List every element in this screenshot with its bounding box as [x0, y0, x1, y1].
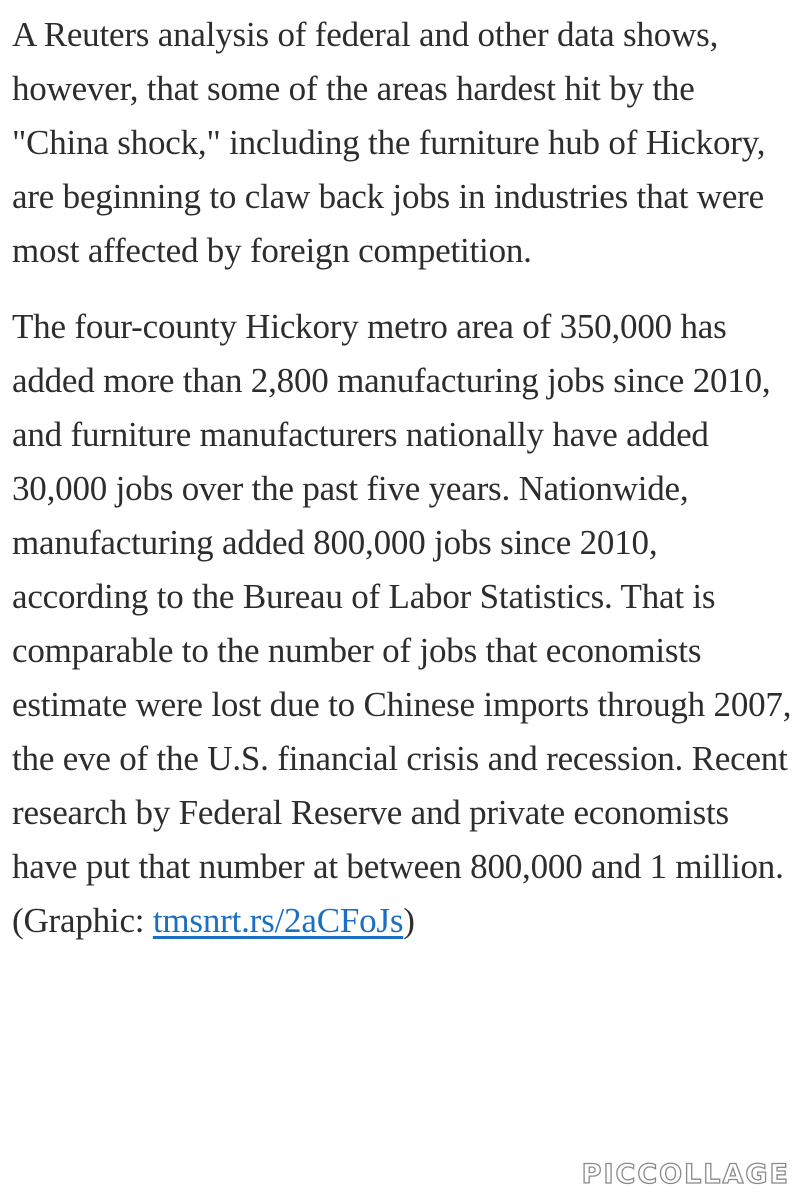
piccollage-watermark [582, 1154, 790, 1194]
article-paragraph-1: A Reuters analysis of federal and other data shows, however, that some of the areas hardest hit by the "China shock," including the furniture hub of Hickory, are beginning to claw back jobs in industries that were most affected by foreign competition. [12, 15, 766, 270]
watermark-text: PICCOLLAGE [581, 1158, 790, 1190]
article-paragraph-2-text: The four-county Hickory metro area of 350,000 has added more than 2,800 manufacturing jobs since 2010, and furniture manufacturers nationally have added 30,000 jobs over the past five years. Nationwide, manufacturing added 800,000 jobs since 2010, according to the Bureau of Labor Statistics. That is comparable to the number of jobs that economists estimate were lost due to Chinese imports through 2007, the eve of the U.S. financial crisis and recession. Recent research by Federal Reserve and private economists have put that number at between 800,000 and 1 million. (Graphic: [12, 307, 792, 940]
graphic-link[interactable]: tmsnrt.rs/2aCFoJs [152, 901, 404, 940]
article-body [12, 8, 792, 948]
article-paragraph-2-end: ) [403, 901, 415, 940]
article-paragraph-2 [12, 300, 792, 948]
